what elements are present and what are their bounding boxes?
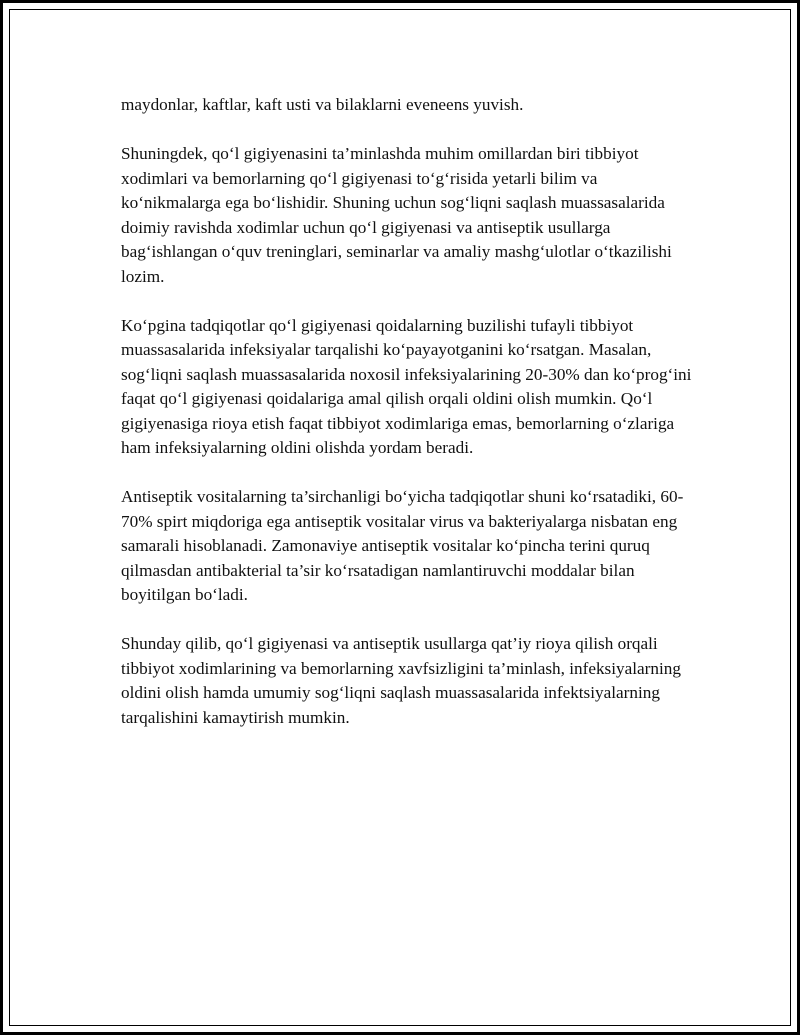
paragraph-3: Ko‘pgina tadqiqotlar qo‘l gigiyenasi qoidalarning buzilishi tufayli tibbiyot muassasalarida infeksiyalar tarqalishi ko‘payayotganini ko‘rsatgan. Masalan, sog‘liqni saqlash muassasalarida noxosil infeksiyalarining 20-30% dan ko‘prog‘ini faqat qo‘l gigiyenasi qoidalariga amal qilish orqali oldini olish mumkin. Qo‘l gigiyenasiga rioya etish faqat tibbiyot xodimlariga emas, bemorlarning o‘zlariga ham infeksiyalarning oldini olishda yordam beradi. xyxy=(121,315,692,457)
document-body xyxy=(121,93,696,755)
paragraph-1: maydonlar, kaftlar, kaft usti va bilaklarni eveneens yuvish. xyxy=(121,95,524,114)
paragraph-4: Antiseptik vositalarning ta’sirchanligi bo‘yicha tadqiqotlar shuni ko‘rsatadiki, 60-70% spirt miqdoriga ega antiseptik vositalar virus va bakteriyalarga nisbatan eng samarali hisoblanadi. Zamonaviye antiseptik vositalar ko‘pincha terini quruq qilmasdan antibakterial ta’sir ko‘rsatadigan namlantiruvchi moddalar bilan boyitilgan bo‘ladi. xyxy=(121,487,684,604)
paragraph-5: Shunday qilib, qo‘l gigiyenasi va antiseptik usullarga qat’iy rioya qilish orqali tibbiyot xodimlarining va bemorlarning xavfsizligini ta’minlash, infeksiyalarning oldini olish hamda umumiy sog‘liqni saqlash muassasalarida infektsiyalarning tarqalishini kamaytirish mumkin. xyxy=(121,634,681,727)
paragraph-2: Shuningdek, qo‘l gigiyenasini ta’minlashda muhim omillardan biri tibbiyot xodimlari va bemorlarning qo‘l gigiyenasi to‘g‘risida yetarli bilim va ko‘nikmalarga ega bo‘lishidir. Shuning uchun sog‘liqni saqlash muassasalarida doimiy ravishda xodimlar uchun qo‘l gigiyenasi va antiseptik usullarga bag‘ishlangan o‘quv treninglari, seminarlar va amaliy mashg‘ulotlar o‘tkazilishi lozim. xyxy=(121,144,672,286)
